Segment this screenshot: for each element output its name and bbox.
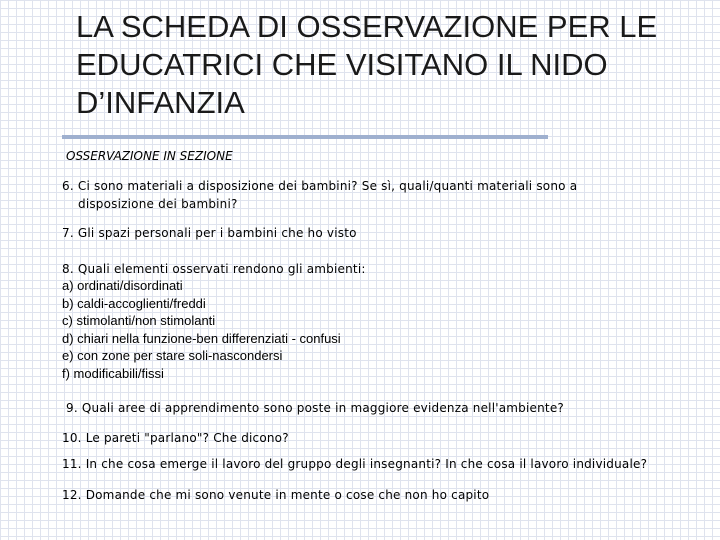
option-item: c) stimolanti/non stimolanti (62, 313, 216, 328)
option-item: d) chiari nella funzione-ben differenziati - confusi (62, 330, 341, 346)
question-6 (62, 177, 577, 213)
section-label: OSSERVAZIONE IN SEZIONE (66, 149, 233, 163)
title-line: LA SCHEDA DI OSSERVAZIONE PER LE (76, 9, 658, 44)
question-6-line2: disposizione dei bambini? (78, 197, 238, 211)
question-11: 11. In che cosa emerge il lavoro del gruppo degli insegnanti? In che cosa il lavoro individuale? (62, 457, 648, 471)
title-line: D’INFANZIA (76, 85, 245, 120)
option-item: e) con zone per stare soli-nascondersi (62, 348, 283, 363)
question-6-line1: 6. Ci sono materiali a disposizione dei bambini? Se sì, quali/quanti materiali sono a (62, 179, 578, 193)
question-8-options (62, 277, 341, 382)
question-12: 12. Domande che mi sono venute in mente o cose che non ho capito (62, 488, 490, 502)
question-7: 7. Gli spazi personali per i bambini che ho visto (62, 226, 357, 240)
title-divider (62, 135, 548, 139)
page-title (76, 8, 716, 122)
option-item: a) ordinati/disordinati (62, 278, 183, 293)
question-9: 9. Quali aree di apprendimento sono poste in maggiore evidenza nell'ambiente? (66, 401, 564, 415)
question-10: 10. Le pareti "parlano"? Che dicono? (62, 431, 289, 445)
question-8: 8. Quali elementi osservati rendono gli ambienti: (62, 262, 366, 276)
option-item: b) caldi-accoglienti/freddi (62, 295, 206, 311)
title-line: EDUCATRICI CHE VISITANO IL NIDO (76, 47, 608, 82)
option-item: f) modificabili/fissi (62, 365, 164, 381)
